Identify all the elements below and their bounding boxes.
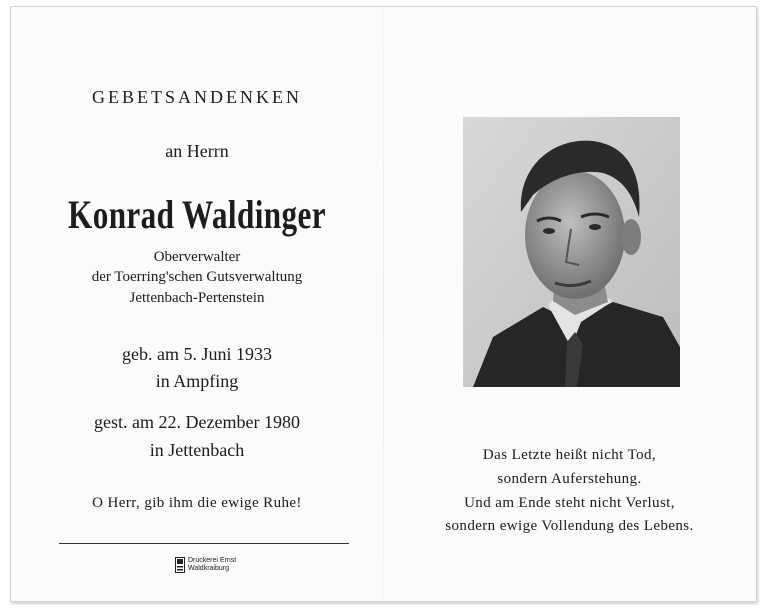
occupation-line-1: Oberverwalter <box>153 249 241 265</box>
prayer-line: O Herr, gib ihm die ewige Ruhe! <box>92 495 302 511</box>
addressee-line: an Herrn <box>165 141 229 161</box>
occupation-line-2: der Toerring'schen Gutsverwaltung <box>91 269 303 285</box>
verse-line-3: Und am Ende steht nicht Verlust, <box>464 495 675 511</box>
printer-town: Waldkraiburg <box>188 565 229 572</box>
printer-logo-icon <box>175 557 185 573</box>
verse-line-4: sondern ewige Vollendung des Lebens. <box>445 518 694 534</box>
printer-name: Druckerei Ernst <box>188 557 237 564</box>
divider-rule <box>59 543 349 544</box>
portrait-image <box>463 117 680 387</box>
printer-imprint <box>175 554 255 576</box>
verse-line-1: Das Letzte heißt nicht Tod, <box>482 447 657 463</box>
memorial-card <box>10 6 757 602</box>
card-heading: GEBETSANDENKEN <box>92 87 302 107</box>
portrait-photo <box>463 117 680 387</box>
birth-place: in Ampfing <box>155 371 239 391</box>
left-panel <box>11 7 383 601</box>
deceased-name: Konrad Waldinger <box>68 192 326 237</box>
verse-line-2: sondern Auferstehung. <box>497 471 642 487</box>
death-place: in Jettenbach <box>149 440 245 460</box>
death-date: gest. am 22. Dezember 1980 <box>94 412 300 432</box>
occupation-line-3: Jettenbach-Pertenstein <box>129 290 265 306</box>
birth-date: geb. am 5. Juni 1933 <box>122 344 272 364</box>
